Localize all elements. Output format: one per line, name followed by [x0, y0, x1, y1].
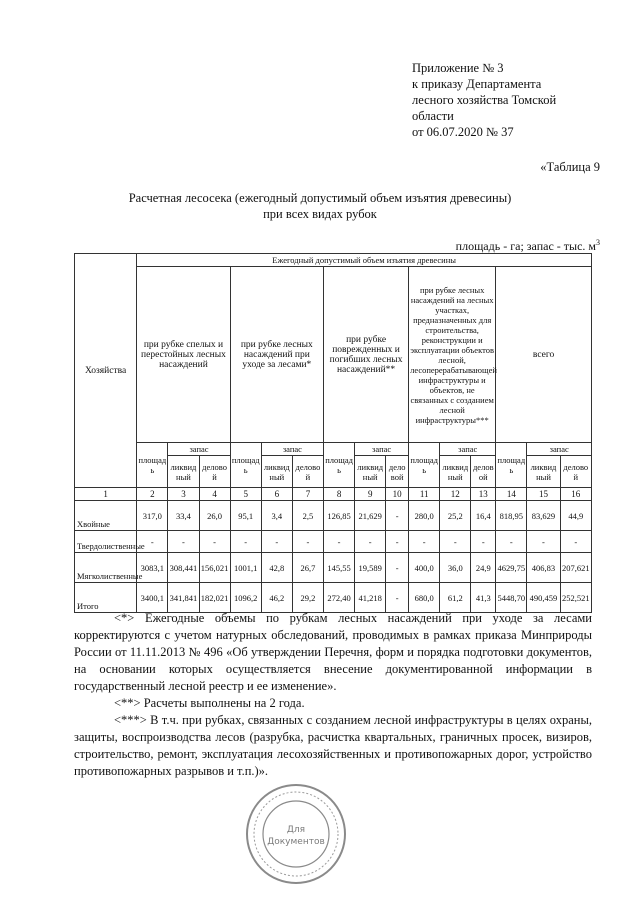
table-cell: - — [386, 553, 409, 583]
table-row — [75, 531, 592, 553]
header-liquid: ликвидный — [440, 456, 471, 488]
table-cell: 26,0 — [199, 501, 230, 531]
table-cell: 1001,1 — [230, 553, 261, 583]
table-cell: - — [292, 531, 323, 553]
table-cell: - — [386, 583, 409, 613]
header-stock: запас — [355, 443, 409, 456]
column-index: 11 — [409, 488, 440, 501]
title-line-2: при всех видах рубок — [263, 207, 377, 221]
table-cell: 83,629 — [527, 501, 560, 531]
table-cell: 341,841 — [168, 583, 199, 613]
table-cell: 44,9 — [560, 501, 591, 531]
table-cell: 272,40 — [324, 583, 355, 613]
table-cell: 406,83 — [527, 553, 560, 583]
header-stock: запас — [261, 443, 323, 456]
table-cell: 21,629 — [355, 501, 386, 531]
column-index: 6 — [261, 488, 292, 501]
table-cell: 1096,2 — [230, 583, 261, 613]
header-stock: запас — [168, 443, 230, 456]
table-cell: 818,95 — [496, 501, 527, 531]
column-index: 1 — [75, 488, 137, 501]
header-group: Ежегодный допустимый объем изъятия древесины — [137, 254, 592, 267]
footnote-1: <*> Ежегодные объемы по рубкам лесных насаждений при уходе за лесами корректируются с учетом натурных обследований, проводимых в рамках приказа Минприроды России от 11.11.2013 № 496 «Об утверждении Перечня, форм и порядка подготовки документов, на основании которых осуществляется внесение документированной информации в государственный лесной реестр и ее изменение». — [74, 611, 592, 693]
table-cell: 46,2 — [261, 583, 292, 613]
table-cell: - — [324, 531, 355, 553]
table-row — [75, 583, 592, 613]
table-cell: 41,218 — [355, 583, 386, 613]
header-business: деловой — [471, 456, 496, 488]
header-business: деловой — [292, 456, 323, 488]
column-index: 9 — [355, 488, 386, 501]
title-line-1: Расчетная лесосека (ежегодный допустимый объем изъятия древесины) — [128, 191, 512, 205]
header-area: площадь — [496, 443, 527, 488]
table-cell: 207,621 — [560, 553, 591, 583]
column-index: 4 — [199, 488, 230, 501]
header-liquid: ликвидный — [527, 456, 560, 488]
table-cell: 252,521 — [560, 583, 591, 613]
allowable-cut-table — [74, 253, 592, 613]
table-cell: - — [527, 531, 560, 553]
units-sup: 3 — [596, 238, 600, 247]
table-cell: - — [230, 531, 261, 553]
table-cell: 156,021 — [199, 553, 230, 583]
table-number: «Таблица 9 — [540, 160, 600, 174]
header-damaged: при рубке поврежденных и погибших лесных насаждений** — [324, 267, 409, 443]
column-index: 13 — [471, 488, 496, 501]
column-index: 2 — [137, 488, 168, 501]
row-label: Хвойные — [75, 501, 137, 531]
column-index: 16 — [560, 488, 591, 501]
stamp-text-1: Для — [286, 825, 306, 835]
table-cell: 16,4 — [471, 501, 496, 531]
header-liquid: ликвидный — [355, 456, 386, 488]
table-cell: 61,2 — [440, 583, 471, 613]
column-index: 15 — [527, 488, 560, 501]
appendix-header — [412, 60, 612, 140]
row-label: Мягколиственные — [75, 553, 137, 583]
stamp-seal — [244, 782, 348, 886]
footnote-2: <**> Расчеты выполнены на 2 года. — [114, 696, 305, 710]
table-cell: 42,8 — [261, 553, 292, 583]
appendix-line: от 06.07.2020 № 37 — [412, 125, 514, 139]
column-index: 14 — [496, 488, 527, 501]
column-index: 5 — [230, 488, 261, 501]
table-cell: 317,0 — [137, 501, 168, 531]
table-cell: 280,0 — [409, 501, 440, 531]
table-cell: - — [409, 531, 440, 553]
table-cell: - — [355, 531, 386, 553]
table-cell: 400,0 — [409, 553, 440, 583]
table-cell: - — [496, 531, 527, 553]
header-area: площадь — [409, 443, 440, 488]
table-cell: 29,2 — [292, 583, 323, 613]
stamp-text-2: Документов — [267, 837, 325, 847]
table-cell: - — [560, 531, 591, 553]
header-liquid: ликвидный — [168, 456, 199, 488]
footnote-3: <***> В т.ч. при рубках, связанных с созданием лесной инфраструктуры в целях охраны, защиты, воспроизводства лесов (разрубка, расчистка квартальных, граничных просек, визиров, строительство, ремонт, эксплуатация лесохозяйственных и противопожарных дорог, устройство противопожарных разрывов и т.п.)». — [74, 713, 592, 778]
header-mature: при рубке спелых и перестойных лесных насаждений — [137, 267, 230, 443]
table-cell: 3,4 — [261, 501, 292, 531]
table-cell: - — [137, 531, 168, 553]
header-business: деловой — [560, 456, 591, 488]
header-business: деловой — [386, 456, 409, 488]
appendix-line: области — [412, 109, 454, 123]
table-cell: - — [471, 531, 496, 553]
table-cell: 145,55 — [324, 553, 355, 583]
table-cell: 680,0 — [409, 583, 440, 613]
table-cell: - — [261, 531, 292, 553]
table-row — [75, 553, 592, 583]
table-cell: 36,0 — [440, 553, 471, 583]
table-cell: 5448,70 — [496, 583, 527, 613]
header-total: всего — [496, 267, 592, 443]
header-area: площадь — [324, 443, 355, 488]
row-label: Итого — [75, 583, 137, 613]
table-cell: 25,2 — [440, 501, 471, 531]
header-business: деловой — [199, 456, 230, 488]
table-cell: 33,4 — [168, 501, 199, 531]
column-index: 7 — [292, 488, 323, 501]
appendix-line: Приложение № 3 — [412, 61, 504, 75]
table-cell: 308,441 — [168, 553, 199, 583]
table-cell: 19,589 — [355, 553, 386, 583]
footnotes — [74, 610, 592, 780]
table-cell: 4629,75 — [496, 553, 527, 583]
table-cell: 95,1 — [230, 501, 261, 531]
header-area: площадь — [137, 443, 168, 488]
table-cell: 490,459 — [527, 583, 560, 613]
column-index: 10 — [386, 488, 409, 501]
header-stock: запас — [527, 443, 592, 456]
table-cell: - — [386, 531, 409, 553]
header-stock: запас — [440, 443, 496, 456]
appendix-line: к приказу Департамента — [412, 77, 542, 91]
appendix-line: лесного хозяйства Томской — [412, 93, 557, 107]
column-index: 3 — [168, 488, 199, 501]
table-cell: 2,5 — [292, 501, 323, 531]
units-note — [456, 238, 600, 254]
table-cell: 3400,1 — [137, 583, 168, 613]
header-liquid: ликвидный — [261, 456, 292, 488]
units-text: площадь - га; запас - тыс. м — [455, 239, 596, 253]
table-cell: 24,9 — [471, 553, 496, 583]
table-cell: 26,7 — [292, 553, 323, 583]
table-cell: 41,3 — [471, 583, 496, 613]
column-index: 12 — [440, 488, 471, 501]
row-label: Твердолиственные — [75, 531, 137, 553]
table-cell: - — [168, 531, 199, 553]
column-index: 8 — [324, 488, 355, 501]
header-infrastructure: при рубке лесных насаждений на лесных участках, предназначенных для строительства, реконструкции и эксплуатации объектов лесной, лесоперерабатывающей инфраструктуры и объектов, не связанных с созданием лесной инфраструктуры*** — [409, 267, 496, 443]
table-cell: - — [440, 531, 471, 553]
table-cell: 3083,1 — [137, 553, 168, 583]
document-title — [80, 190, 560, 222]
table-cell: 182,021 — [199, 583, 230, 613]
table-row — [75, 501, 592, 531]
table-cell: - — [199, 531, 230, 553]
header-farms: Хозяйства — [75, 254, 137, 488]
table-cell: 126,85 — [324, 501, 355, 531]
header-thinning: при рубке лесных насаждений при уходе за лесами* — [230, 267, 323, 443]
header-area: площадь — [230, 443, 261, 488]
table-cell: - — [386, 501, 409, 531]
